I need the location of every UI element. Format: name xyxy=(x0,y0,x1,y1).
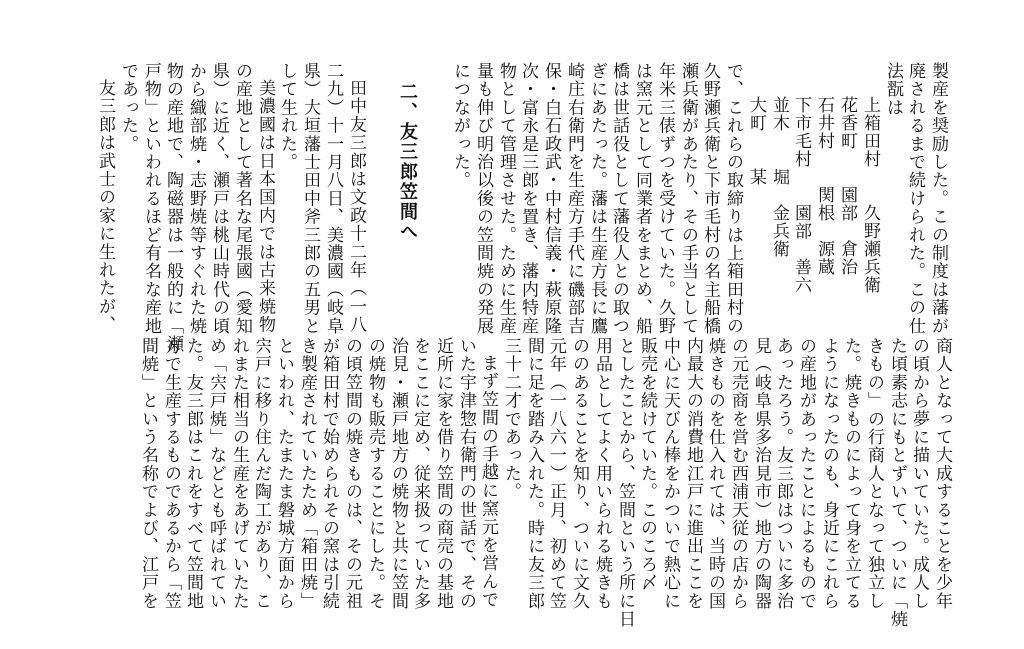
text-column: 見（岐阜県多治見市）地方の陶器 xyxy=(751,337,771,610)
text-column: といわれ、たまたま磐城方面から xyxy=(274,337,294,610)
text-column: 橋は世話役として藩役人との取つ xyxy=(609,62,629,335)
text-column: た。焼きものによって身を立てる xyxy=(841,337,861,610)
text-column: 物の産地で、陶磁器は一般的に「瀬 xyxy=(163,62,183,354)
text-column: 県）に近く、瀬戸は桃山時代の頃 xyxy=(209,62,229,335)
text-column: 内最大の消費地江戸に進出ここを xyxy=(683,337,703,610)
text-column: いた宇津惣右衛門の世話で、その xyxy=(456,337,476,610)
text-column: をここに定め、従来扱っていた多 xyxy=(410,337,430,610)
text-column: 方で生産するものであるから「笠 xyxy=(161,337,181,610)
text-column: 元年（一八六一）正月、初めて笠 xyxy=(546,337,566,610)
text-column: の焼物も販売することにした。そ xyxy=(365,337,385,610)
list-item: 花香町 園部 倉治 xyxy=(837,96,857,276)
text-column: から織部焼・志野焼等すぐれた焼 xyxy=(186,62,206,335)
text-column: 間焼」という名称でよび、江戸を xyxy=(138,337,158,610)
text-column: は窯元として同業者をまとめ、船 xyxy=(632,62,652,335)
text-column: が箱田村で始められその窯は引続 xyxy=(319,337,339,610)
list-item: 並木 堀 金兵衛 xyxy=(769,96,789,258)
text-column: 久野瀬兵衛と下市毛村の名主船橋 xyxy=(700,62,720,335)
text-column: して生れた。 xyxy=(277,62,297,172)
text-column: きもの」の行商人となって独立し xyxy=(864,337,884,610)
text-column: れまた相当の生産をあげていたた xyxy=(229,337,249,610)
text-column: 焼きものを仕入れては、当時の国 xyxy=(705,337,725,610)
text-column: 間に足を踏み入れた。時に友三郎 xyxy=(524,337,544,610)
text-column: としたことから、笠間という所に日 xyxy=(615,337,635,629)
text-column: 次・富永是三郎を置き、藩内特産 xyxy=(518,62,538,335)
text-column: 二九）十一月八日、美濃國（岐阜 xyxy=(323,62,343,335)
text-column: で、これらの取締りは上箱田村の xyxy=(723,62,743,335)
text-column: 治見・瀬戸地方の焼物と共に笠間 xyxy=(388,337,408,610)
text-column: 近所に家を借り笠間の商売の基地 xyxy=(433,337,453,610)
list-item: 下市毛村 園部 善六 xyxy=(791,96,811,294)
text-column: であった。 xyxy=(118,62,138,153)
text-column: ようになったのも、身近にこれら xyxy=(819,337,839,610)
text-column: 年米三俵ずつを受けていた。久野 xyxy=(655,62,675,335)
text-column: 美濃國は日本国内では古来焼物 xyxy=(255,79,275,334)
text-column: 用品としてよく用いられる焼きも xyxy=(592,337,612,610)
text-column: 友三郎は武士の家に生れたが、 xyxy=(95,79,115,334)
text-column: 瀬兵衛があたり、その手当として xyxy=(678,62,698,335)
text-column: た頃素志にもとずいて、ついに「焼 xyxy=(887,337,907,629)
text-column: 宍戸に移り住んだ陶工があり、こ xyxy=(251,337,271,610)
text-column: の産地があったことによるもので xyxy=(796,337,816,610)
text-column: あったろう。友三郎はついに多治 xyxy=(773,337,793,610)
text-column: 量も伸び明治以後の笠間焼の発展 xyxy=(473,62,493,335)
text-column: 商人となって大成することを少年 xyxy=(932,337,952,610)
text-column: 県）大垣藩士田中斧三郎の五男と xyxy=(300,62,320,335)
text-column: 保・白石政武・中村信義・萩原隆 xyxy=(541,62,561,335)
text-column: の頃笠間の焼きものは、その元祖 xyxy=(342,337,362,610)
text-column: の頃から夢に描いていた。成人し xyxy=(909,337,929,610)
text-column: 中心に天びん棒をかついで熱心に xyxy=(660,337,680,610)
text-column: 販売を続けていた。このころ〆 xyxy=(637,337,657,592)
text-column: 製産を奨励した。この制度は藩が xyxy=(928,62,948,335)
text-column: 法翫は xyxy=(883,62,903,117)
text-column: 戸物」といわれるほど有名な産地 xyxy=(141,62,161,335)
list-item: 上箱田村 久野瀬兵衛 xyxy=(860,96,880,294)
list-item: 大町 某 xyxy=(746,96,766,186)
list-item: 石井村 関根 源蔵 xyxy=(814,96,834,276)
text-column: につながった。 xyxy=(450,62,470,190)
text-column: ののあることを知り、ついに文久 xyxy=(569,337,589,610)
text-column: ぎにあたった。藩は生産方長に鷹 xyxy=(587,62,607,335)
text-column: まず笠間の手越に窯元を営んで xyxy=(478,354,498,609)
text-column: 物として管理させた。ために生産 xyxy=(496,62,516,335)
text-column: き製産されていたため「箱田焼」 xyxy=(297,337,317,610)
text-column: め「宍戸焼」などとも呼ばれてい xyxy=(206,337,226,610)
text-column: の元売商を営む西浦天従の店から xyxy=(728,337,748,610)
text-column: た。友三郎はこれをすべて笠間地 xyxy=(183,337,203,610)
text-column: 三十二才であった。 xyxy=(501,337,521,501)
text-column: 廃されるまで続けられた。この仕 xyxy=(905,62,925,335)
text-column: 崎庄右衛門を生産方手代に磯部吉 xyxy=(564,62,584,335)
text-column: の産地として著名な尾張國（愛知 xyxy=(232,62,252,335)
text-column: 田中友三郎は文政十二年（一八 xyxy=(346,79,366,334)
section-heading: 二、友三郎笠間へ xyxy=(397,82,418,242)
